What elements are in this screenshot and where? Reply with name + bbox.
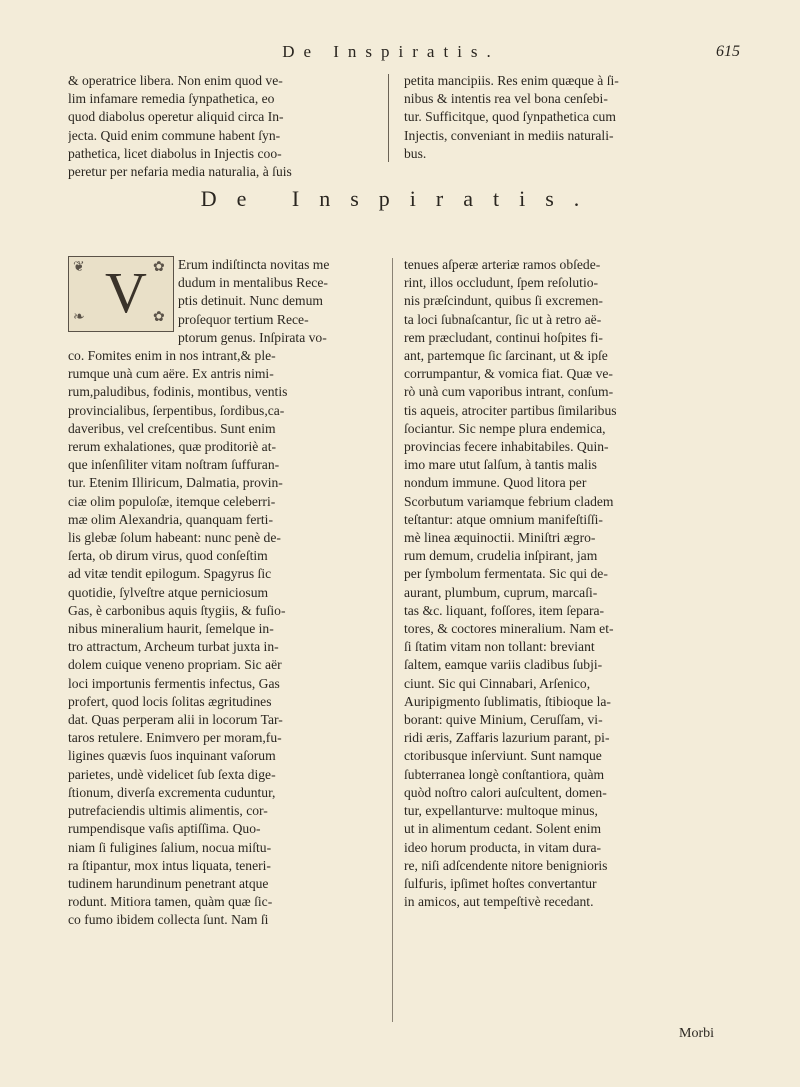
text-line: bus. [404, 145, 427, 161]
text-line: ptis detinuit. Nunc demum [178, 293, 323, 309]
ornament-flourish-icon: ❦ [73, 260, 85, 275]
text-line: tur. Sufficitque, quod ſynpathetica cum [404, 109, 616, 125]
running-head-title: De Inspiratis. [282, 42, 500, 61]
text-line: ra ſtipantur, mox intus liquata, teneri- [68, 857, 271, 873]
text-line: nondum immune. Quod litora per [404, 475, 587, 491]
text-line: Gas, è carbonibus aquis ſtygiis, & fuſio- [68, 602, 286, 618]
text-line: Scorbutum variamque febrium cladem [404, 493, 614, 509]
main-left-column [68, 256, 380, 930]
text-line: re, niſi adſcendente nitore benignioris [404, 857, 608, 873]
text-line: tro attractum, Archeum turbat juxta in- [68, 639, 279, 655]
text-line: rum,paludibus, fodinis, montibus, ventis [68, 384, 288, 400]
text-line: ſociantur. Sic nempe plura endemica, [404, 420, 606, 436]
text-line: rodunt. Mitiora tamen, quàm quæ ſic- [68, 894, 273, 910]
text-line: & operatrice libera. Non enim quod ve- [68, 73, 283, 88]
text-line: in amicos, aut tempeſtivè recedant. [404, 894, 594, 910]
text-line: mè linea æquinoctii. Miniſtri ægro- [404, 530, 596, 546]
text-line: ciæ olim populoſæ, itemque celeberri- [68, 493, 276, 509]
top-right-column [404, 72, 712, 163]
text-line: co fumo ibidem collecta ſunt. Nam ſi [68, 912, 269, 928]
text-line: rint, illos occludunt, ſpem reſolutio- [404, 275, 599, 291]
text-line: tur. Etenim Illiricum, Dalmatia, provin- [68, 475, 283, 491]
text-line: tores, & coctores mineralium. Nam et- [404, 621, 614, 637]
text-line: parietes, undè videlicet ſub ſexta dige- [68, 766, 276, 782]
text-line: ideo horum producta, in vitam dura- [404, 839, 602, 855]
text-line: lis glebæ ſolum habeant: nunc penè de- [68, 530, 281, 546]
text-line: corrumpantur, & vomica fiat. Quæ ve- [404, 366, 613, 382]
text-line: pathetica, licet diabolus in Injectis coo- [68, 145, 282, 161]
text-line: per ſymbolum fermentata. Sic qui de- [404, 566, 608, 582]
text-line: imo mare utut ſalſum, à tantis malis [404, 457, 597, 473]
text-line: ſerta, ob dirum virus, quod conſeſtim [68, 548, 268, 564]
running-head [70, 42, 740, 68]
text-line: petita mancipiis. Res enim quæque à ſi- [404, 73, 619, 88]
text-line: tudinem harundinum penetrant atque [68, 875, 269, 891]
text-line: loci importunis fermentis infectus, Gas [68, 675, 280, 691]
text-line: rò unà cum vaporibus intrant, conſum- [404, 384, 614, 400]
text-line: dolem cuique veneno propriam. Sic aër [68, 657, 282, 673]
text-line: teſtantur: atque omnium manifeſtiſſi- [404, 511, 603, 527]
text-line: rem præcludant, continui hoſpites fi- [404, 329, 603, 345]
text-line: provincialibus, ſerpentibus, ſordibus,ca- [68, 402, 285, 418]
text-line: dat. Quas perperam alii in locorum Tar- [68, 712, 283, 728]
text-line: tur, expellanturve: multoque minus, [404, 803, 598, 819]
text-line: nis præſcindunt, quibus ſi excremen- [404, 293, 603, 309]
page-number: 615 [716, 43, 740, 60]
text-line: putrefaciendis ultimis alimentis, cor- [68, 803, 268, 819]
text-line: ſaltem, eamque variis cladibus ſubji- [404, 657, 603, 673]
text-line: quotidie, ſylveſtre atque perniciosum [68, 584, 269, 600]
text-line: ant, partemque ſic ſarcinant, ut & ipſe [404, 348, 608, 364]
text-line: mæ olim Alexandria, quanquam ferti- [68, 511, 273, 527]
text-line: ridi æris, Zaffaris lazurium parant, pi- [404, 730, 610, 746]
ornament-leaf-icon: ✿ [153, 260, 165, 275]
text-line: rumque unà cum aëre. Ex antris nimi- [68, 366, 274, 382]
text-line: ciunt. Sic qui Cinnabari, Arſenico, [404, 675, 591, 691]
text-line: dudum in mentalibus Rece- [178, 275, 328, 291]
text-line: taros retulere. Enimvero per moram,fu- [68, 730, 282, 746]
text-line: Auripigmento ſublimatis, ſtibioque la- [404, 693, 611, 709]
text-line: rerum exhalationes, quæ proditoriè at- [68, 439, 276, 455]
text-line: ſi ſtatim vitam non tollant: breviant [404, 639, 595, 655]
text-line: Erum indiſtincta novitas me [178, 257, 330, 272]
text-line: quòd noſtro calori auſcultent, domen- [404, 784, 607, 800]
ornament-flourish-icon: ❧ [73, 310, 85, 325]
text-line: ſtionum, diverſa excrementa cuduntur, [68, 784, 276, 800]
text-line: jecta. Quid enim commune habent ſyn- [68, 127, 281, 143]
text-line: tenues aſperæ arteriæ ramos obſede- [404, 257, 601, 272]
main-right-column [404, 256, 714, 911]
text-line: ta loci ſubnaſcantur, ſic ut à retro aë- [404, 311, 602, 327]
ornament-leaf-icon: ✿ [153, 310, 165, 325]
text-line: que inſenſiliter vitam noſtram ſuffuran- [68, 457, 280, 473]
text-line: profert, quod locis ſolitas ægritudines [68, 693, 272, 709]
text-line: ſubterranea longè conſtantiora, quàm [404, 766, 605, 782]
text-line: borant: quive Minium, Ceruſſam, vi- [404, 712, 603, 728]
text-line: ligines quævis ſuos inquinant vaſorum [68, 748, 276, 764]
text-line: niam ſi fuligines ſalium, nocua miſtu- [68, 839, 272, 855]
text-line: ptorum genus. Inſpirata vo- [178, 329, 327, 345]
column-brace [388, 74, 395, 162]
text-line: daveribus, vel creſcentibus. Sunt enim [68, 420, 276, 436]
text-line: co. Fomites enim in nos intrant,& ple- [68, 348, 276, 364]
text-line: nibus mineralium haurit, ſemelque in- [68, 621, 274, 637]
text-line: Injectis, conveniant in mediis naturali- [404, 127, 614, 143]
initial-letter: V [105, 260, 147, 325]
text-line: lim infamare remedia ſynpathetica, eo [68, 91, 275, 107]
text-line: ut in alimentum cedant. Solent enim [404, 821, 602, 837]
text-line: nibus & intentis rea vel bona cenſebi- [404, 91, 608, 107]
text-line: tis aqueis, atrociter partibus ſimilaribus [404, 402, 617, 418]
text-line: ſulfuris, ipſimet hoſtes convertantur [404, 875, 597, 891]
text-line: ad vitæ tendit epilogum. Spagyrus ſic [68, 566, 272, 582]
column-rule [392, 258, 393, 1022]
text-line: rumpendisque vaſis aptiſſima. Quo- [68, 821, 261, 837]
top-left-column [68, 72, 380, 181]
section-title: De Inspiratis. [200, 186, 600, 211]
text-line: ctoribusque inſerviunt. Sunt namque [404, 748, 602, 764]
text-line: peretur per nefaria media naturalia, à ſuis [68, 164, 292, 180]
text-line: aurant, plumbum, cuprum, marcaſi- [404, 584, 598, 600]
text-line: provincias fecere inhabitabiles. Quin- [404, 439, 609, 455]
catchword: Morbi [679, 1026, 714, 1041]
text-line: rum demum, crudelia inſpirant, jam [404, 548, 598, 564]
text-line: proſequor tertium Rece- [178, 311, 309, 327]
text-line: quod diabolus operetur aliquid circa In- [68, 109, 284, 125]
text-line: tas &c. liquant, foſſores, item ſepara- [404, 602, 605, 618]
